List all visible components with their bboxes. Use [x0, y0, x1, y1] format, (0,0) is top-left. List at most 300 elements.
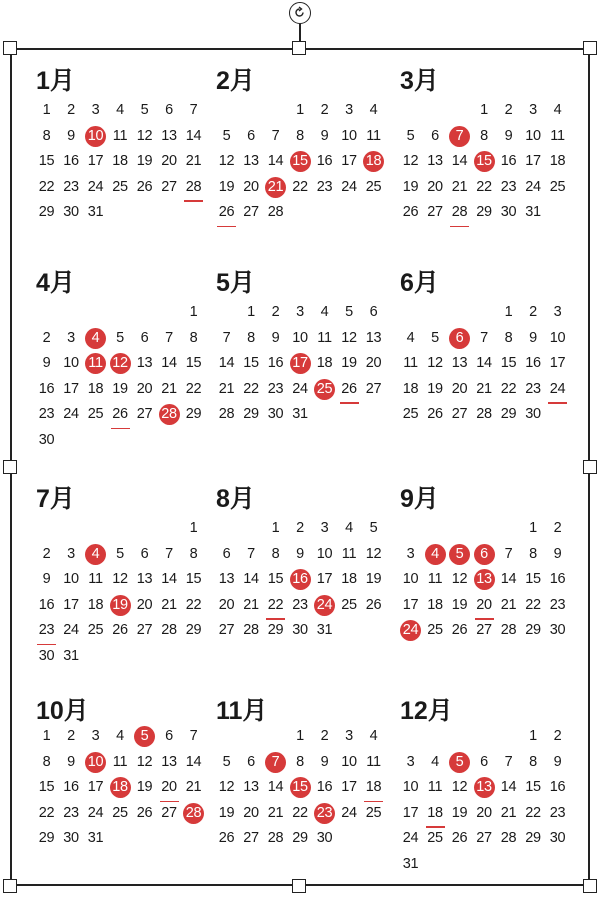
day: 6: [431, 127, 439, 144]
resize-handle-right[interactable]: [583, 460, 597, 474]
holiday-day: 28: [183, 803, 204, 824]
day: 7: [222, 329, 231, 346]
day: 23: [549, 596, 566, 613]
day: 26: [110, 404, 131, 425]
holiday-day: 19: [110, 595, 131, 616]
day: 9: [320, 127, 329, 144]
month-title: 8月: [216, 485, 255, 513]
day: 19: [365, 571, 382, 587]
day: 19: [136, 779, 153, 795]
day: 18: [112, 153, 128, 169]
day: 13: [161, 753, 177, 770]
day: 14: [161, 355, 177, 371]
day: 18: [402, 380, 419, 397]
day: 31: [402, 855, 419, 872]
day: 11: [550, 127, 565, 144]
resize-handle-bottom-right[interactable]: [583, 879, 597, 893]
day: 1: [42, 728, 51, 744]
day: 2: [42, 329, 51, 346]
day: 14: [451, 153, 468, 169]
day: 12: [451, 571, 468, 587]
day: 17: [402, 596, 419, 613]
day: 20: [476, 804, 492, 821]
day: 25: [112, 178, 128, 195]
holiday-day: 5: [449, 544, 470, 565]
day: 29: [525, 830, 541, 846]
day: 10: [341, 127, 357, 144]
day: 20: [136, 596, 153, 613]
day: 1: [480, 102, 488, 118]
day: 11: [366, 753, 381, 770]
day: 1: [42, 102, 51, 118]
day: 11: [427, 571, 443, 587]
day: 6: [165, 728, 173, 744]
day: 4: [345, 520, 353, 536]
day: 14: [185, 127, 202, 144]
day: 27: [161, 804, 177, 821]
day: 12: [451, 779, 468, 795]
holiday-day: 6: [449, 328, 470, 349]
day: 18: [425, 803, 446, 824]
day: 24: [292, 380, 308, 397]
day: 14: [185, 753, 202, 770]
day: 18: [427, 596, 443, 613]
resize-handle-left[interactable]: [3, 460, 17, 474]
day: 8: [529, 545, 537, 562]
day: 17: [87, 153, 104, 169]
day: 7: [189, 728, 198, 744]
day: 12: [218, 153, 235, 169]
resize-handle-bottom-left[interactable]: [3, 879, 17, 893]
holiday-day: 7: [265, 752, 286, 773]
day: 8: [189, 329, 198, 346]
day: 1: [296, 102, 304, 118]
day: 22: [525, 596, 541, 613]
day: 9: [553, 545, 562, 562]
day: 9: [529, 329, 537, 346]
day: 9: [67, 753, 75, 770]
day: 3: [406, 545, 415, 562]
day: 1: [189, 520, 198, 536]
day: 20: [161, 153, 177, 169]
day: 21: [185, 153, 202, 169]
month-title: 9月: [400, 485, 439, 513]
day: 23: [63, 178, 79, 195]
day: 8: [42, 753, 51, 770]
day: 29: [38, 204, 55, 220]
day: 30: [267, 406, 284, 422]
day: 4: [320, 304, 329, 320]
day: 23: [267, 380, 284, 397]
day: 30: [38, 431, 55, 448]
holiday-day: 5: [449, 752, 470, 773]
day: 22: [38, 804, 55, 821]
holiday-day: 11: [85, 353, 106, 374]
holiday-day: 16: [290, 569, 311, 590]
day: 6: [140, 545, 149, 562]
day: 22: [185, 596, 202, 613]
day: 29: [243, 406, 259, 422]
day: 28: [267, 830, 284, 846]
day: 28: [476, 406, 492, 422]
day: 5: [116, 329, 124, 346]
day: 24: [341, 804, 357, 821]
day: 25: [87, 622, 104, 638]
month-title: 2月: [216, 67, 255, 95]
day: 21: [500, 596, 517, 613]
day: 16: [549, 571, 566, 587]
day: 11: [427, 779, 443, 795]
day: 26: [216, 202, 237, 223]
day: 18: [316, 355, 333, 371]
resize-handle-top-left[interactable]: [3, 41, 17, 55]
day: 8: [296, 127, 304, 144]
day: 5: [222, 753, 231, 770]
day: 12: [402, 153, 419, 169]
day: 14: [267, 153, 284, 169]
day: 13: [136, 355, 153, 371]
day: 26: [136, 804, 153, 821]
day: 14: [161, 571, 177, 587]
day: 2: [529, 304, 537, 320]
day: 29: [476, 204, 492, 220]
day: 26: [451, 830, 468, 846]
day: 2: [67, 728, 75, 744]
day: 10: [63, 571, 79, 587]
day: 16: [525, 355, 541, 371]
day: 11: [112, 127, 128, 144]
day: 25: [341, 596, 357, 613]
day: 14: [476, 355, 492, 371]
holiday-day: 13: [474, 777, 495, 798]
holiday-day: 17: [290, 353, 311, 374]
day: 23: [38, 406, 55, 422]
day: 24: [87, 804, 104, 821]
day: 22: [265, 595, 286, 616]
day: 8: [271, 545, 280, 562]
day: 28: [161, 622, 177, 638]
day: 21: [161, 596, 177, 613]
resize-handle-bottom[interactable]: [292, 879, 306, 893]
day: 1: [529, 520, 537, 536]
day: 6: [247, 127, 255, 144]
day: 15: [525, 571, 541, 587]
day: 23: [549, 804, 566, 821]
holiday-day: 10: [85, 752, 106, 773]
holiday-day: 24: [314, 595, 335, 616]
holiday-day: 28: [159, 404, 180, 425]
day: 9: [67, 127, 75, 144]
day: 16: [500, 153, 517, 169]
day: 29: [292, 830, 308, 846]
day: 31: [87, 830, 104, 846]
month-title: 3月: [400, 67, 439, 95]
day: 1: [529, 728, 537, 744]
day: 15: [243, 355, 259, 371]
day: 20: [243, 804, 259, 821]
day: 8: [529, 753, 537, 770]
day: 25: [365, 178, 382, 195]
day: 30: [525, 406, 541, 422]
day: 10: [292, 329, 308, 346]
day: 15: [267, 571, 284, 587]
day: 29: [185, 622, 202, 638]
day: 30: [292, 622, 308, 638]
day: 12: [218, 779, 235, 795]
day: 19: [218, 804, 235, 821]
day: 10: [63, 355, 79, 371]
day: 9: [553, 753, 562, 770]
day: 22: [292, 178, 308, 195]
day: 21: [451, 178, 468, 195]
day: 21: [476, 380, 492, 397]
day: 11: [403, 355, 418, 371]
rotate-icon[interactable]: [289, 2, 311, 24]
day: 8: [42, 127, 51, 144]
month-title: 1月: [36, 67, 75, 95]
day: 10: [402, 571, 419, 587]
day: 7: [504, 753, 513, 770]
day: 6: [140, 329, 149, 346]
holiday-day: 4: [85, 544, 106, 565]
day: 17: [341, 153, 357, 169]
day: 8: [480, 127, 488, 144]
day: 6: [369, 304, 378, 320]
day: 31: [87, 204, 104, 220]
day: 3: [345, 102, 353, 118]
day: 28: [218, 406, 235, 422]
day: 27: [161, 178, 177, 195]
day: 15: [38, 779, 55, 795]
holiday-day: 21: [265, 177, 286, 198]
month-title: 12月: [400, 697, 453, 725]
day: 28: [243, 622, 259, 638]
day: 30: [63, 204, 79, 220]
day: 14: [500, 571, 517, 587]
day: 3: [67, 329, 75, 346]
day: 27: [451, 406, 468, 422]
day: 21: [243, 596, 259, 613]
day: 9: [320, 753, 329, 770]
day: 13: [243, 153, 259, 169]
day: 22: [500, 380, 517, 397]
day: 25: [112, 804, 128, 821]
day: 12: [136, 127, 153, 144]
day: 16: [316, 779, 333, 795]
holiday-day: 6: [474, 544, 495, 565]
day: 22: [525, 804, 541, 821]
day: 7: [189, 102, 198, 118]
day: 15: [500, 355, 517, 371]
day: 22: [185, 380, 202, 397]
day: 11: [112, 753, 128, 770]
day: 18: [87, 380, 104, 397]
day: 7: [271, 127, 280, 144]
day: 7: [247, 545, 255, 562]
day: 4: [431, 753, 439, 770]
day: 10: [525, 127, 541, 144]
resize-handle-top[interactable]: [292, 41, 306, 55]
day: 3: [529, 102, 537, 118]
day: 3: [296, 304, 304, 320]
day: 16: [549, 779, 566, 795]
day: 3: [91, 728, 100, 744]
day: 16: [316, 153, 333, 169]
day: 12: [341, 329, 357, 346]
day: 15: [525, 779, 541, 795]
day: 2: [320, 728, 329, 744]
day: 16: [63, 779, 79, 795]
month-title: 4月: [36, 269, 75, 297]
day: 28: [500, 622, 517, 638]
day: 18: [549, 153, 566, 169]
day: 13: [451, 355, 468, 371]
day: 12: [365, 545, 382, 562]
day: 19: [427, 380, 443, 397]
day: 8: [189, 545, 198, 562]
day: 29: [500, 406, 517, 422]
day: 20: [218, 596, 235, 613]
day: 22: [38, 178, 55, 195]
day: 19: [451, 804, 468, 821]
day: 27: [476, 830, 492, 846]
day: 30: [316, 830, 333, 846]
day: 5: [345, 304, 353, 320]
day: 21: [218, 380, 235, 397]
day: 6: [480, 753, 488, 770]
day: 8: [247, 329, 255, 346]
day: 4: [369, 728, 378, 744]
day: 3: [553, 304, 562, 320]
day: 23: [292, 596, 308, 613]
day: 23: [36, 620, 57, 641]
day: 29: [267, 622, 284, 638]
day: 25: [87, 406, 104, 422]
day: 9: [296, 545, 304, 562]
day: 17: [549, 355, 566, 371]
day: 20: [243, 178, 259, 195]
day: 3: [345, 728, 353, 744]
month-title: 7月: [36, 485, 75, 513]
day: 23: [316, 178, 333, 195]
day: 4: [553, 102, 562, 118]
day: 24: [525, 178, 541, 195]
day: 13: [161, 127, 177, 144]
day: 28: [183, 177, 204, 198]
day: 21: [161, 380, 177, 397]
day: 19: [218, 178, 235, 195]
day: 27: [243, 204, 259, 220]
day: 12: [427, 355, 443, 371]
day: 5: [406, 127, 415, 144]
day: 25: [365, 804, 382, 821]
resize-handle-top-right[interactable]: [583, 41, 597, 55]
month-title: 11月: [216, 697, 268, 725]
day: 1: [296, 728, 304, 744]
day: 21: [185, 779, 202, 795]
day: 8: [296, 753, 304, 770]
day: 11: [366, 127, 381, 144]
day: 14: [218, 355, 235, 371]
day: 16: [63, 153, 79, 169]
day: 14: [243, 571, 259, 587]
day: 26: [402, 204, 419, 220]
day: 29: [38, 830, 55, 846]
day: 30: [63, 830, 79, 846]
day: 17: [63, 380, 79, 397]
day: 24: [547, 379, 568, 400]
day: 11: [88, 571, 103, 587]
day: 9: [42, 355, 51, 371]
day: 11: [341, 545, 357, 562]
day: 16: [38, 380, 55, 397]
day: 26: [365, 596, 382, 613]
day: 25: [427, 622, 443, 638]
day: 22: [476, 178, 492, 195]
day: 12: [112, 571, 128, 587]
day: 31: [63, 647, 79, 664]
day: 2: [296, 520, 304, 536]
day: 20: [136, 380, 153, 397]
day: 20: [451, 380, 468, 397]
day: 20: [159, 777, 180, 798]
holiday-day: 10: [85, 126, 106, 147]
day: 1: [247, 304, 255, 320]
day: 8: [504, 329, 513, 346]
day: 3: [67, 545, 75, 562]
day: 13: [365, 329, 382, 346]
day: 21: [267, 804, 284, 821]
day: 28: [267, 204, 284, 220]
day: 15: [38, 153, 55, 169]
holiday-day: 25: [314, 379, 335, 400]
day: 21: [500, 804, 517, 821]
day: 14: [500, 779, 517, 795]
day: 23: [525, 380, 541, 397]
day: 30: [549, 830, 566, 846]
day: 14: [267, 779, 284, 795]
day: 17: [63, 596, 79, 613]
day: 4: [406, 329, 415, 346]
day: 30: [549, 622, 566, 638]
day: 10: [316, 545, 333, 562]
day: 18: [87, 596, 104, 613]
day: 17: [525, 153, 541, 169]
day: 17: [341, 779, 357, 795]
day: 12: [136, 753, 153, 770]
day: 7: [504, 545, 513, 562]
holiday-day: 15: [290, 777, 311, 798]
day: 2: [67, 102, 75, 118]
holiday-day: 18: [110, 777, 131, 798]
day: 26: [136, 178, 153, 195]
day: 13: [218, 571, 235, 587]
day: 3: [91, 102, 100, 118]
day: 19: [136, 153, 153, 169]
day: 10: [341, 753, 357, 770]
day: 27: [365, 380, 382, 397]
day: 22: [292, 804, 308, 821]
day: 20: [365, 355, 382, 371]
day: 30: [500, 204, 517, 220]
day: 31: [316, 622, 333, 638]
day: 31: [292, 406, 308, 422]
day: 10: [402, 779, 419, 795]
day: 25: [549, 178, 566, 195]
day: 3: [320, 520, 329, 536]
day: 5: [140, 102, 149, 118]
day: 27: [476, 622, 492, 638]
